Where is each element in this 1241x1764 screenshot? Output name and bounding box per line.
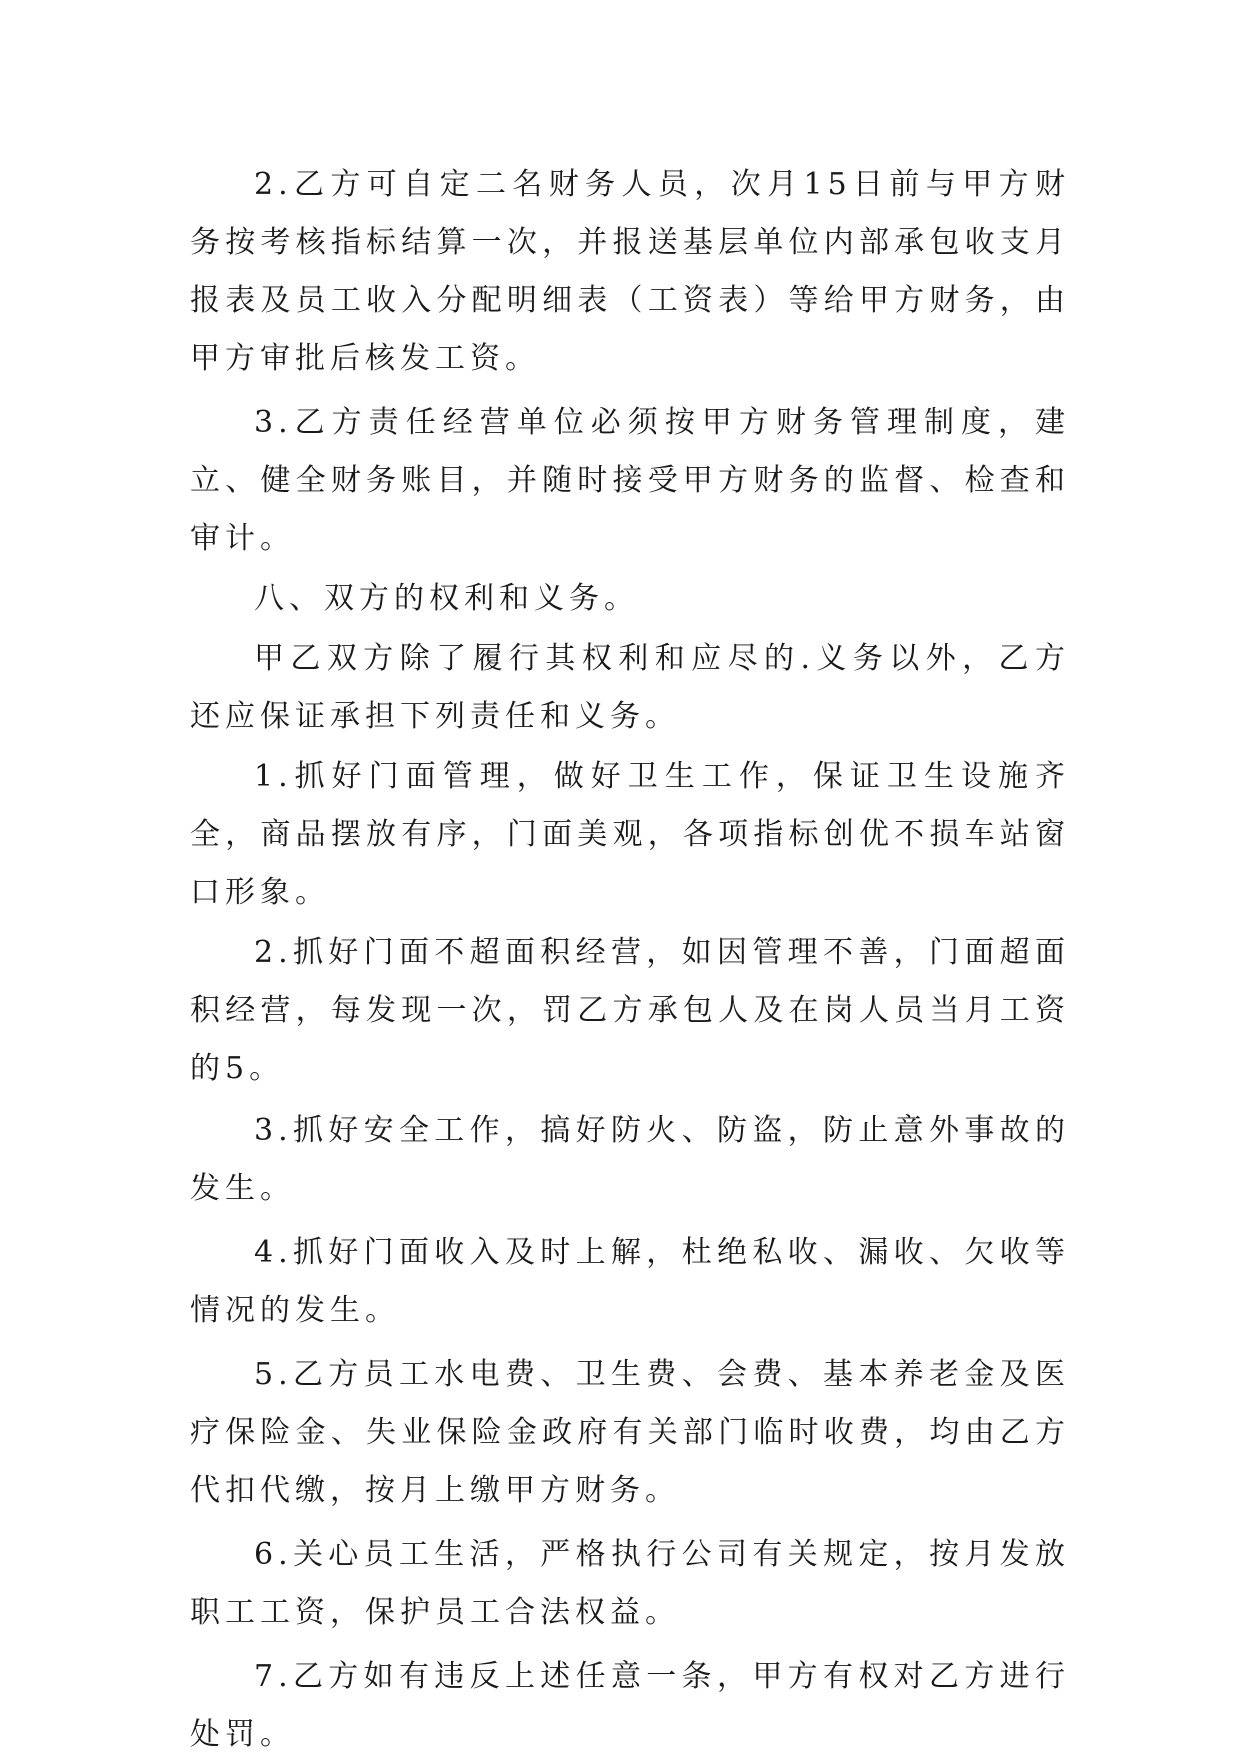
paragraph-duty-5-fees: 5.乙方员工水电费、卫生费、会费、基本养老金及医疗保险金、失业保险金政府有关部门临时收费，均由乙方代扣代缴，按月上缴甲方财务。 [190, 1357, 1070, 1508]
paragraph-item-2-finance-staff: 2.乙方可自定二名财务人员，次月15日前与甲方财务按考核指标结算一次，并报送基层单位内部承包收支月报表及员工收入分配明细表（工资表）等给甲方财务，由甲方审批后核发工资。 [190, 167, 1070, 376]
section-heading-rights-obligations: 八、双方的权利和义务。 [254, 581, 639, 616]
paragraph-duty-2-area: 2.抓好门面不超面积经营，如因管理不善，门面超面积经营，每发现一次，罚乙方承包人及在岗人员当月工资的5。 [190, 935, 1070, 1086]
paragraph-duty-3-safety: 3.抓好安全工作，搞好防火、防盗，防止意外事故的发生。 [190, 1113, 1070, 1206]
paragraph-duty-7-penalty: 7.乙方如有违反上述任意一条，甲方有权对乙方进行处罚。 [190, 1659, 1070, 1752]
document-body [190, 156, 1070, 1764]
paragraph-duty-1-storefront: 1.抓好门面管理，做好卫生工作，保证卫生设施齐全，商品摆放有序，门面美观，各项指标创优不损车站窗口形象。 [190, 759, 1070, 910]
paragraph-intro-responsibilities: 甲乙双方除了履行其权利和应尽的.义务以外，乙方还应保证承担下列责任和义务。 [190, 641, 1070, 734]
paragraph-duty-6-wages: 6.关心员工生活，严格执行公司有关规定，按月发放职工工资，保护员工合法权益。 [190, 1537, 1070, 1630]
paragraph-duty-4-revenue: 4.抓好门面收入及时上解，杜绝私收、漏收、欠收等情况的发生。 [190, 1235, 1070, 1328]
paragraph-item-3-finance-accounts: 3.乙方责任经营单位必须按甲方财务管理制度，建立、健全财务账目，并随时接受甲方财务的监督、检查和审计。 [190, 405, 1070, 556]
